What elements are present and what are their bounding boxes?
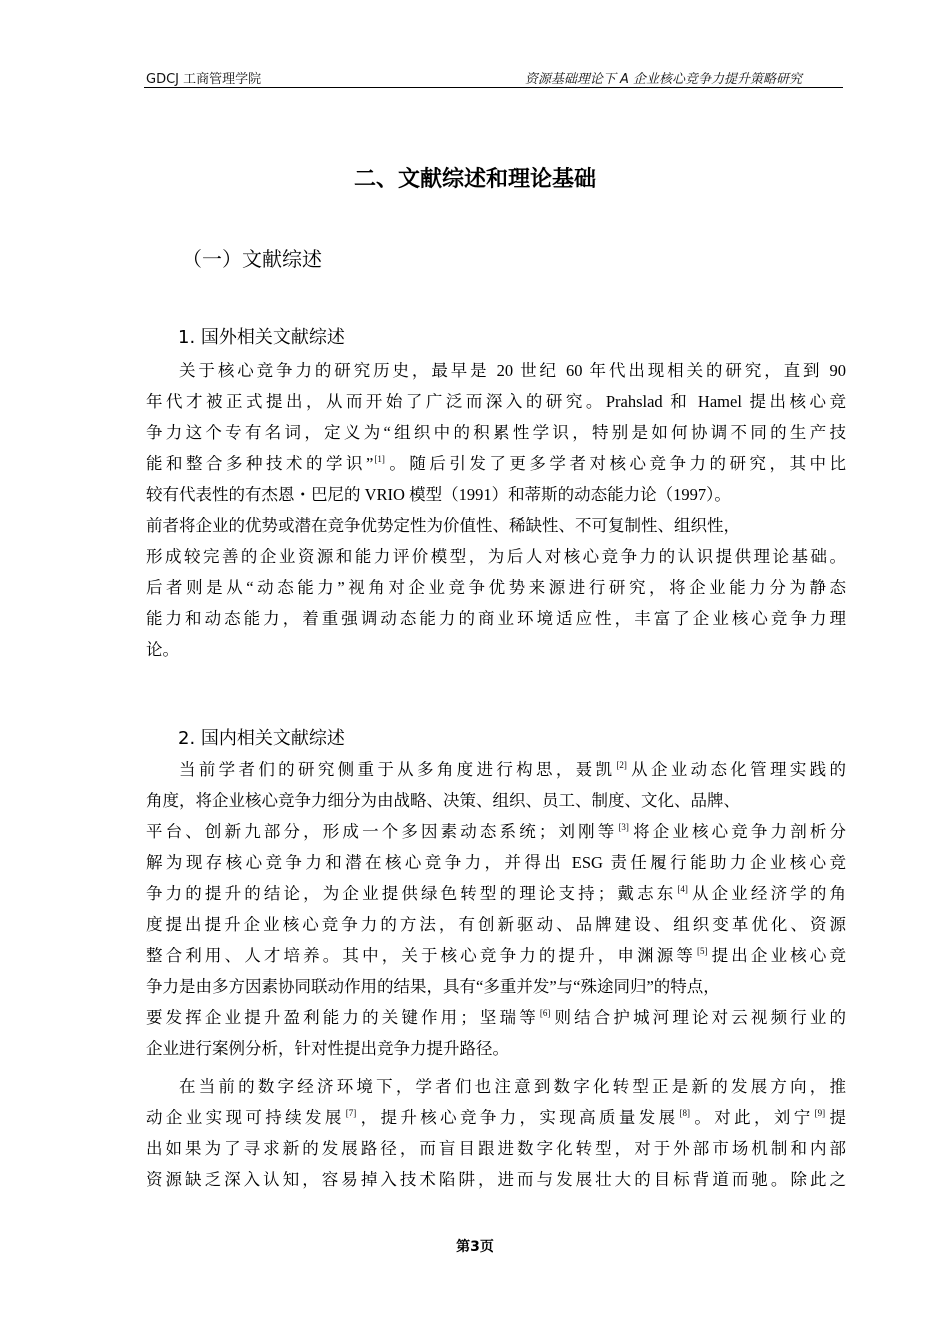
text-segment: 。对此，刘宁 <box>691 1108 814 1127</box>
subsection-title-foreign: 1. 国外相关文献综述 <box>178 327 345 348</box>
citation-ref: [7] <box>345 1108 357 1118</box>
text-segment: 动企业实现可持续发展 <box>146 1108 345 1127</box>
running-header-left: GDCJ 工商管理学院 <box>146 72 262 87</box>
text-line <box>146 880 846 911</box>
text-line: 度提出提升企业核心竞争力的方法，有创新驱动、品牌建设、组织变革优化、资源 <box>146 915 846 934</box>
text-segment: 从企业动态化管理实践的 <box>627 760 847 779</box>
text-segment: 提出企业核心竞 <box>708 946 847 965</box>
text-segment: 将企业核心竞争力剖析分 <box>629 822 847 841</box>
text-line <box>146 450 846 481</box>
text-line: 能力和动态能力，着重强调动态能力的商业环境适应性，丰富了企业核心竞争力理 <box>146 609 846 628</box>
citation-ref: [8] <box>679 1108 691 1118</box>
text-segment: 能和整合多种技术的学识” <box>146 454 374 473</box>
text-segment: 从企业经济学的角 <box>688 884 847 903</box>
text-segment: 则结合护城河理论对云视频行业的 <box>551 1008 847 1027</box>
text-line <box>146 1104 846 1135</box>
text-line <box>146 1004 846 1035</box>
citation-ref: [1] <box>374 454 385 464</box>
text-segment: 要发挥企业提升盈利能力的关键作用；坚瑞等 <box>146 1008 539 1027</box>
text-line: 资源缺乏深入认知，容易掉入技术陷阱，进而与发展壮大的目标背道而驰。除此之 <box>146 1170 846 1189</box>
section-title: （一）文献综述 <box>182 247 322 271</box>
text-segment: 争力的提升的结论，为企业提供绿色转型的理论支持；戴志东 <box>146 884 677 903</box>
subsection-title-domestic: 2. 国内相关文献综述 <box>178 728 345 749</box>
text-line: 关于核心竞争力的研究历史，最早是 20 世纪 60 年代出现相关的研究，直到 90 <box>179 361 846 380</box>
header-rule <box>144 87 843 88</box>
running-header-right: 资源基础理论下 A 企业核心竞争力提升策略研究 <box>524 72 802 87</box>
text-segment: 当前学者们的研究侧重于从多角度进行构思，聂凯 <box>179 760 616 779</box>
text-line: 角度，将企业核心竞争力细分为由战略、决策、组织、员工、制度、文化、品牌、 <box>146 791 740 810</box>
text-segment: 。随后引发了更多学者对核心竞争力的研究，其中比 <box>385 454 847 473</box>
text-line: 出如果为了寻求新的发展路径，而盲目跟进数字化转型，对于外部市场机制和内部 <box>146 1139 846 1158</box>
text-line: 形成较完善的企业资源和能力评价模型，为后人对核心竞争力的认识提供理论基础。 <box>146 547 846 566</box>
chapter-title: 二、文献综述和理论基础 <box>353 167 596 192</box>
paragraph-foreign-literature <box>146 357 846 667</box>
citation-ref: [4] <box>677 884 688 894</box>
text-line: 解为现存核心竞争力和潜在核心竞争力，并得出 ESG 责任履行能助力企业核心竞 <box>146 853 846 872</box>
text-segment: ，提升核心竞争力，实现高质量发展 <box>357 1108 679 1127</box>
text-segment: 整合利用、人才培养。其中，关于核心竞争力的提升，申渊源等 <box>146 946 696 965</box>
text-line: 后者则是从“动态能力”视角对企业竞争优势来源进行研究，将企业能力分为静态 <box>146 578 846 597</box>
paragraph-digital-transformation <box>146 1073 846 1197</box>
text-line <box>146 942 846 973</box>
citation-ref: [3] <box>618 822 629 832</box>
text-line: 论。 <box>146 640 179 659</box>
text-line: 年代才被正式提出，从而开始了广泛而深入的研究。Prahslad 和 Hamel 提出核心竞 <box>146 392 846 411</box>
citation-ref: [5] <box>697 946 708 956</box>
citation-ref: [2] <box>616 760 627 770</box>
text-line <box>146 818 846 849</box>
text-line <box>146 756 846 787</box>
citation-ref: [6] <box>539 1008 551 1018</box>
page-number: 第3页 <box>456 1239 494 1255</box>
paragraph-domestic-literature <box>146 756 846 1066</box>
text-line: 争力是由多方因素协同联动作用的结果，具有“多重并发”与“殊途同归”的特点， <box>146 977 720 996</box>
text-line: 前者将企业的优势或潜在竞争优势定性为价值性、稀缺性、不可复制性、组织性， <box>146 516 740 535</box>
text-segment: 平台、创新九部分，形成一个多因素动态系统；刘刚等 <box>146 822 618 841</box>
text-segment: 提 <box>826 1108 847 1127</box>
text-line: 争力这个专有名词，定义为“组织中的积累性学识，特别是如何协调不同的生产技 <box>146 423 846 442</box>
text-line: 较有代表性的有杰恩・巴尼的 VRIO 模型（1991）和蒂斯的动态能力论（1997）。 <box>146 485 731 504</box>
text-line: 企业进行案例分析，针对性提出竞争力提升路径。 <box>146 1039 509 1058</box>
citation-ref: [9] <box>814 1108 826 1118</box>
text-line: 在当前的数字经济环境下，学者们也注意到数字化转型正是新的发展方向，推 <box>179 1077 846 1096</box>
